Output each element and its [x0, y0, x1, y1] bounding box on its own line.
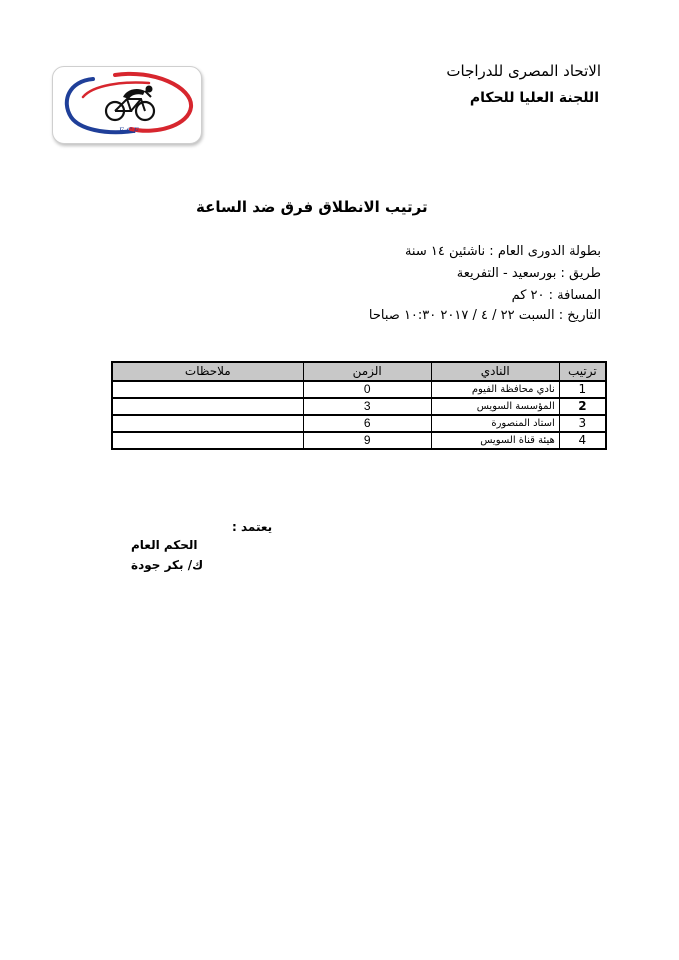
logo-text: E.C.F — [119, 127, 139, 135]
header-notes: ملاحظات — [112, 362, 303, 381]
club-cell: هيئة قناة السويس — [431, 432, 559, 449]
rank-cell: 3 — [559, 415, 606, 432]
header-time: الزمن — [303, 362, 431, 381]
club-cell: استاد المنصورة — [431, 415, 559, 432]
notes-cell — [112, 415, 303, 432]
table-row — [112, 432, 606, 449]
distance-line: المسافة : ٢٠ كم — [511, 288, 601, 303]
date-line: التاريخ : السبت ٢٢ / ٤ / ٢٠١٧ ١٠:٣٠ صباحا — [368, 308, 601, 323]
notes-cell — [112, 381, 303, 398]
club-cell: نادي محافظة الفيوم — [431, 381, 559, 398]
notes-cell — [112, 398, 303, 415]
road-line: طريق : بورسعيد - التفريعة — [456, 266, 601, 281]
championship-line: بطولة الدورى العام : ناشئين ١٤ سنة — [404, 244, 601, 259]
committee-name: اللجنة العليا للحكام — [469, 90, 599, 106]
table-row — [112, 398, 606, 415]
club-cell: المؤسسة السويس — [431, 398, 559, 415]
rank-cell: 2 — [559, 398, 606, 415]
header-club: النادي — [431, 362, 559, 381]
time-cell: 0 — [303, 381, 431, 398]
page-title: ترتيب الانطلاق فرق ضد الساعة — [196, 198, 428, 216]
time-cell: 6 — [303, 415, 431, 432]
start-order-table — [111, 361, 607, 450]
federation-logo — [52, 66, 202, 144]
notes-cell — [112, 432, 303, 449]
chief-referee-title: الحكم العام — [131, 538, 198, 552]
organization-name: الاتحاد المصرى للدراجات — [446, 62, 601, 80]
time-cell: 3 — [303, 398, 431, 415]
cyclist-logo-icon — [53, 67, 201, 143]
table-row — [112, 415, 606, 432]
table-row — [112, 381, 606, 398]
rank-cell: 1 — [559, 381, 606, 398]
chief-referee-name: ك/ بكر جودة — [131, 558, 204, 572]
rank-cell: 4 — [559, 432, 606, 449]
header-rank: ترتيب — [559, 362, 606, 381]
time-cell: 9 — [303, 432, 431, 449]
table-header-row — [112, 362, 606, 381]
approval-label: يعتمد : — [232, 520, 273, 534]
